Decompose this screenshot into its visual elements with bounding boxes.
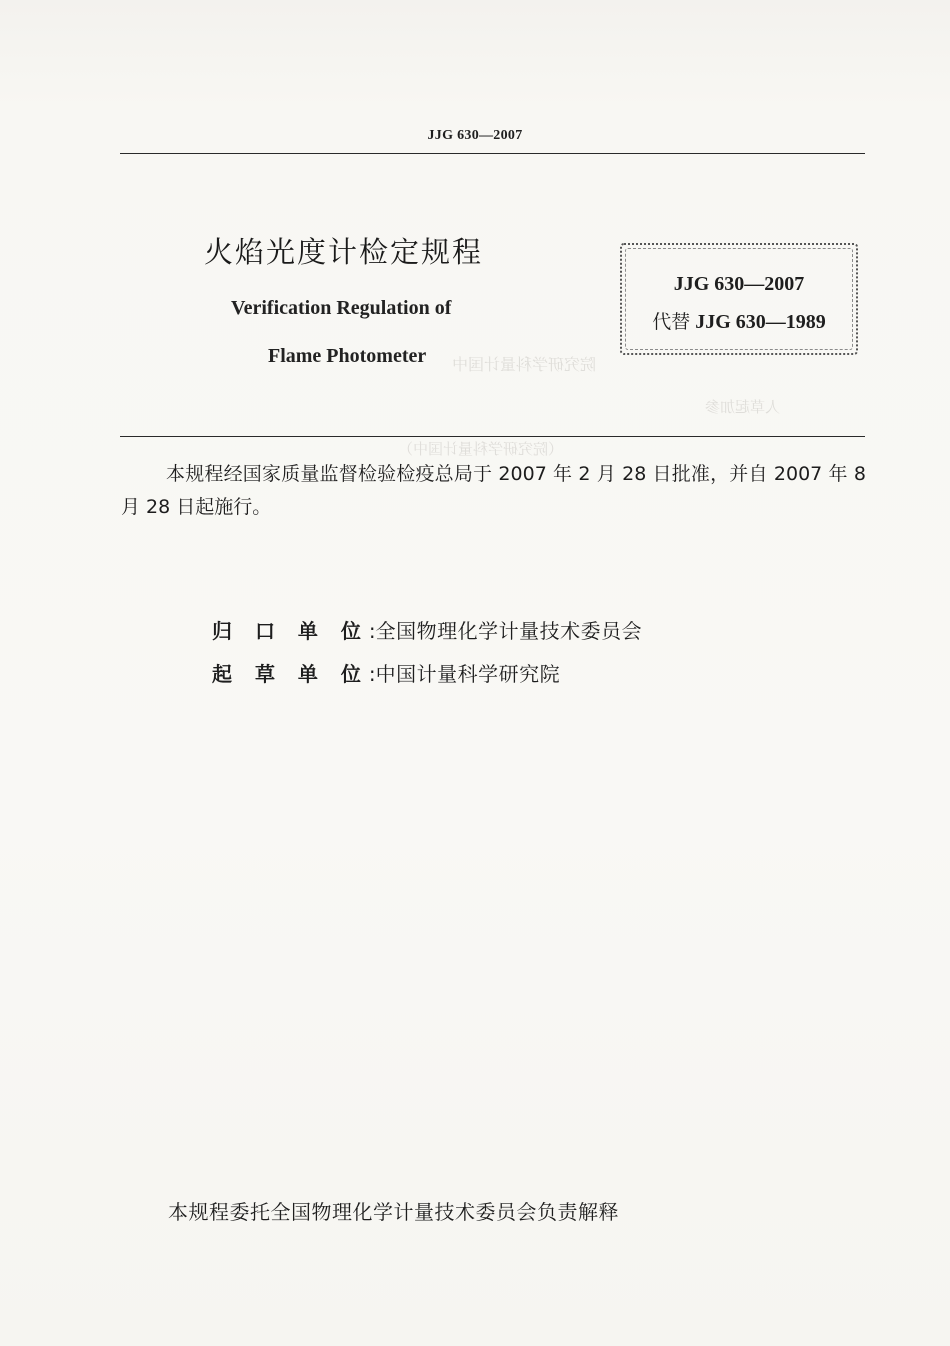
header-rule [120,153,865,154]
responsible-unit-label: 归 口 单 位 [212,619,369,643]
replaces-code: JJG 630—1989 [695,311,826,333]
drafting-unit-value: 中国计量科学研究院 [375,662,561,686]
title-chinese: 火焰光度计检定规程 [204,235,484,269]
replaces-label: 代替 [652,311,691,333]
drafting-unit-label: 起 草 单 位 [212,662,369,686]
show-through-text-3: （院究研学科量计国中） [398,440,564,458]
header-standard-code: JJG 630—2007 [427,128,523,143]
drafting-unit-separator: : [368,662,376,686]
approval-paragraph: 本规程经国家质量监督检验检疫总局于 2007 年 2 月 28 日批准，并自 2007 年 8 月 28 日起施行。 [121,463,866,518]
title-english-line2: Flame Photometer [268,345,427,367]
drafting-unit-row [212,658,560,687]
section-rule [120,436,865,437]
title-english-line1: Verification Regulation of [231,297,452,319]
standard-code-box [620,243,858,355]
responsible-unit-row [212,615,642,644]
show-through-text-1: 院究研学科量计国中 [452,355,597,374]
responsible-unit-value: 全国物理化学计量技术委员会 [375,619,643,643]
responsible-unit-separator: : [368,619,376,643]
show-through-text-2: 人草起加参 [705,398,781,416]
replaces-code-line [622,307,856,334]
interpretation-note: 本规程委托全国物理化学计量技术委员会负责解释 [168,1200,619,1224]
standard-code: JJG 630—2007 [673,273,805,295]
